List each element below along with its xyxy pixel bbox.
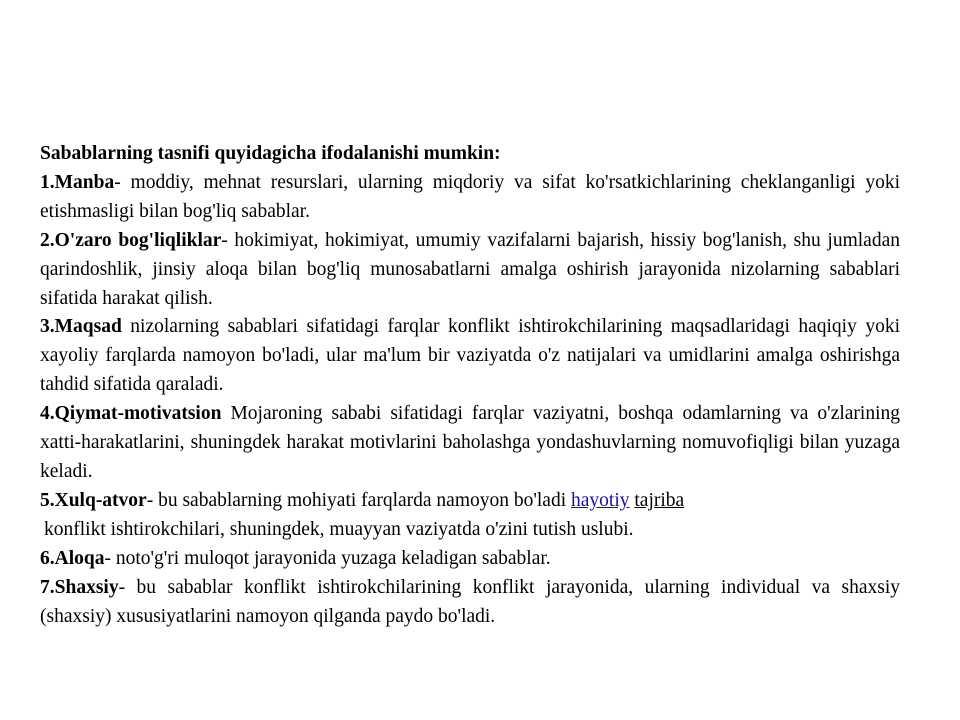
item-term: 1.Manba xyxy=(40,171,115,193)
list-item-shaxsiy xyxy=(40,574,900,632)
item-term: 5.Xulq-atvor xyxy=(40,489,147,511)
list-item-qiymat-motivatsion xyxy=(40,400,900,487)
item-term: 7.Shaxsiy xyxy=(40,576,119,598)
item-text: - moddiy, mehnat resurslari, ularning miqdoriy va sifat ko'rsatkichlarining cheklanganligi yoki etishmasligi bilan bog'liq sabablar. xyxy=(40,171,900,222)
document-body xyxy=(40,140,900,631)
tajriba-text: tajriba xyxy=(634,489,685,511)
item-term: 2.O'zaro bog'liqliklar xyxy=(40,229,222,251)
list-item-manba xyxy=(40,169,900,227)
list-item-ozaro-bogliqliklar xyxy=(40,227,900,314)
item-text-continuation: konflikt ishtirokchilari, shuningdek, muayyan vaziyatda o'zini tutish uslubi. xyxy=(44,518,634,540)
item-text: - bu sabablarning mohiyati farqlarda namoyon bo'ladi xyxy=(146,489,571,511)
item-text: Mojaroning sababi sifatidagi farqlar vaziyatni, boshqa odamlarning va o'zlarining xatti-harakatlarini, shuningdek harakat motivlarini baholashga yondashuvlarning nomuvofiqligi bilan yuzaga keladi. xyxy=(40,403,900,482)
list-item-xulq-atvor xyxy=(40,487,900,545)
item-term: 4.Qiymat-motivatsion xyxy=(40,403,222,425)
item-text: - bu sabablar konflikt ishtirokchilarining konflikt jarayonida, ularning individual va shaxsiy (shaxsiy) xususiyatlarini namoyon qilganda paydo bo'ladi. xyxy=(40,576,900,627)
item-text: - hokimiyat, hokimiyat, umumiy vazifalarni bajarish, hissiy bog'lanish, shu jumladan qarindoshlik, jinsiy aloqa bilan bog'liq munosabatlarni amalga oshirish jarayonida nizolarning sabablari sifatida harakat qilish. xyxy=(40,229,900,309)
list-item-maqsad xyxy=(40,313,900,400)
section-heading: Sabablarning tasnifi quyidagicha ifodalanishi mumkin: xyxy=(40,143,501,164)
hayotiy-link[interactable]: hayotiy xyxy=(571,489,630,511)
item-term: 3.Maqsad xyxy=(40,316,122,338)
list-item-aloqa xyxy=(40,545,900,574)
item-text: nizolarning sabablari sifatidagi farqlar konflikt ishtirokchilarining maqsadlaridagi haqiqiy yoki xayoliy farqlarda namoyon bo'ladi, ular ma'lum bir vaziyatda o'z natijalari va umidlarini amalga oshirishga tahdid sifatida qaraladi. xyxy=(40,316,900,396)
item-text: - noto'g'ri muloqot jarayonida yuzaga keladigan sabablar. xyxy=(104,547,551,569)
item-term: 6.Aloqa xyxy=(40,547,105,569)
